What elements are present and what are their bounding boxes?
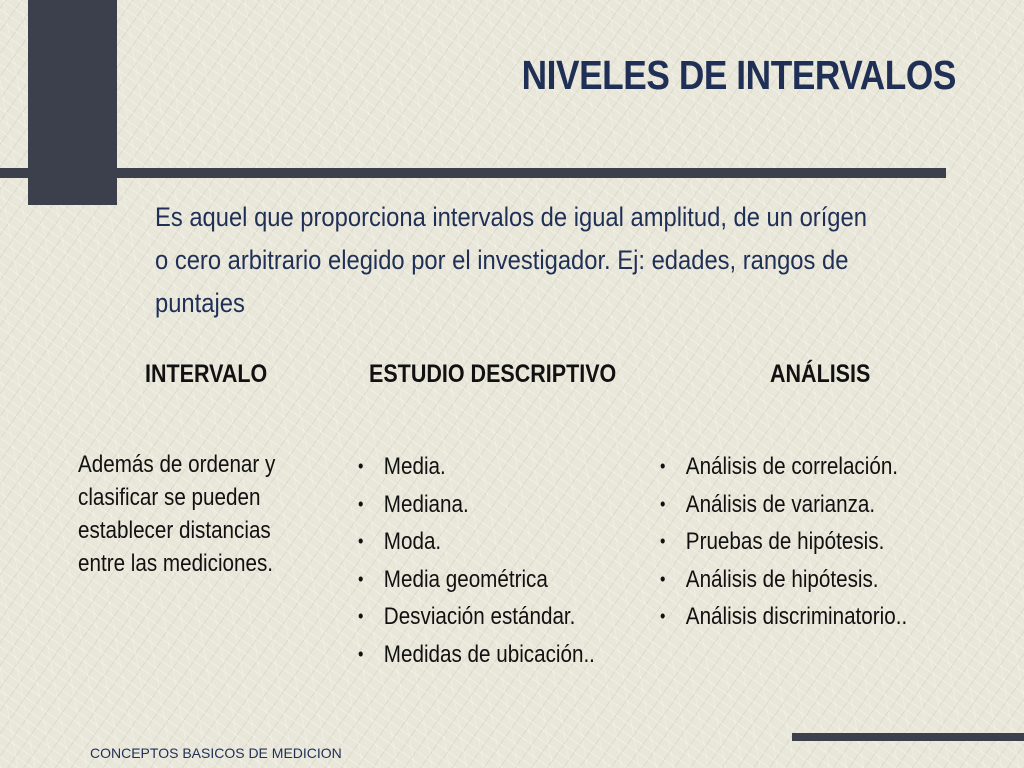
list-item bbox=[660, 486, 970, 524]
intervalo-description: Además de ordenar y clasificar se pueden establecer distancias entre las mediciones. bbox=[78, 451, 276, 577]
list-item bbox=[358, 561, 650, 599]
bullet-icon: • bbox=[660, 568, 666, 589]
bullet-icon: • bbox=[660, 456, 666, 476]
list-item bbox=[660, 523, 970, 561]
estudio-descriptivo-list bbox=[358, 448, 650, 673]
intro-paragraph: Es aquel que proporciona intervalos de igual amplitud, de un orígen o cero arbitrario elegido por el investigador. Ej: edades, rangos de puntajes bbox=[155, 202, 867, 318]
list-item-label: Análisis de varianza. bbox=[685, 490, 876, 518]
list-item-label: Análisis discriminatorio.. bbox=[685, 603, 908, 630]
heading-intervalo: INTERVALO bbox=[145, 360, 268, 388]
list-item-label: Media. bbox=[383, 453, 446, 480]
list-item-label: Análisis de correlación. bbox=[685, 453, 899, 480]
bullet-icon: • bbox=[660, 493, 666, 514]
analisis-list bbox=[660, 448, 970, 636]
bullet-icon: • bbox=[660, 606, 666, 626]
list-item bbox=[358, 636, 650, 674]
bullet-icon: • bbox=[660, 531, 666, 551]
footer-divider-bar bbox=[792, 733, 1024, 741]
list-item bbox=[358, 523, 650, 561]
list-item-label: Pruebas de hipótesis. bbox=[685, 528, 885, 555]
bullet-icon: • bbox=[358, 643, 364, 664]
list-item bbox=[358, 598, 650, 636]
bullet-icon: • bbox=[358, 606, 364, 626]
list-item-label: Moda. bbox=[383, 528, 442, 555]
bullet-icon: • bbox=[358, 568, 364, 589]
list-item bbox=[660, 598, 970, 636]
list-item bbox=[358, 448, 650, 486]
list-item-label: Desviación estándar. bbox=[383, 603, 576, 630]
footer-text: CONCEPTOS BASICOS DE MEDICION bbox=[90, 745, 342, 761]
heading-estudio-descriptivo: ESTUDIO DESCRIPTIVO bbox=[369, 360, 617, 388]
bullet-icon: • bbox=[358, 493, 364, 514]
bullet-icon: • bbox=[358, 531, 364, 551]
bullet-icon: • bbox=[358, 456, 364, 476]
list-item bbox=[358, 486, 650, 524]
list-item-label: Mediana. bbox=[383, 490, 469, 518]
list-item-label: Medidas de ubicación.. bbox=[383, 640, 595, 668]
list-item bbox=[660, 448, 970, 486]
heading-analisis: ANÁLISIS bbox=[770, 360, 871, 388]
list-item bbox=[660, 561, 970, 599]
list-item-label: Media geométrica bbox=[383, 565, 548, 593]
slide-title: NIVELES DE INTERVALOS bbox=[521, 52, 956, 98]
list-item-label: Análisis de hipótesis. bbox=[685, 565, 879, 593]
title-divider-bar bbox=[0, 168, 946, 178]
